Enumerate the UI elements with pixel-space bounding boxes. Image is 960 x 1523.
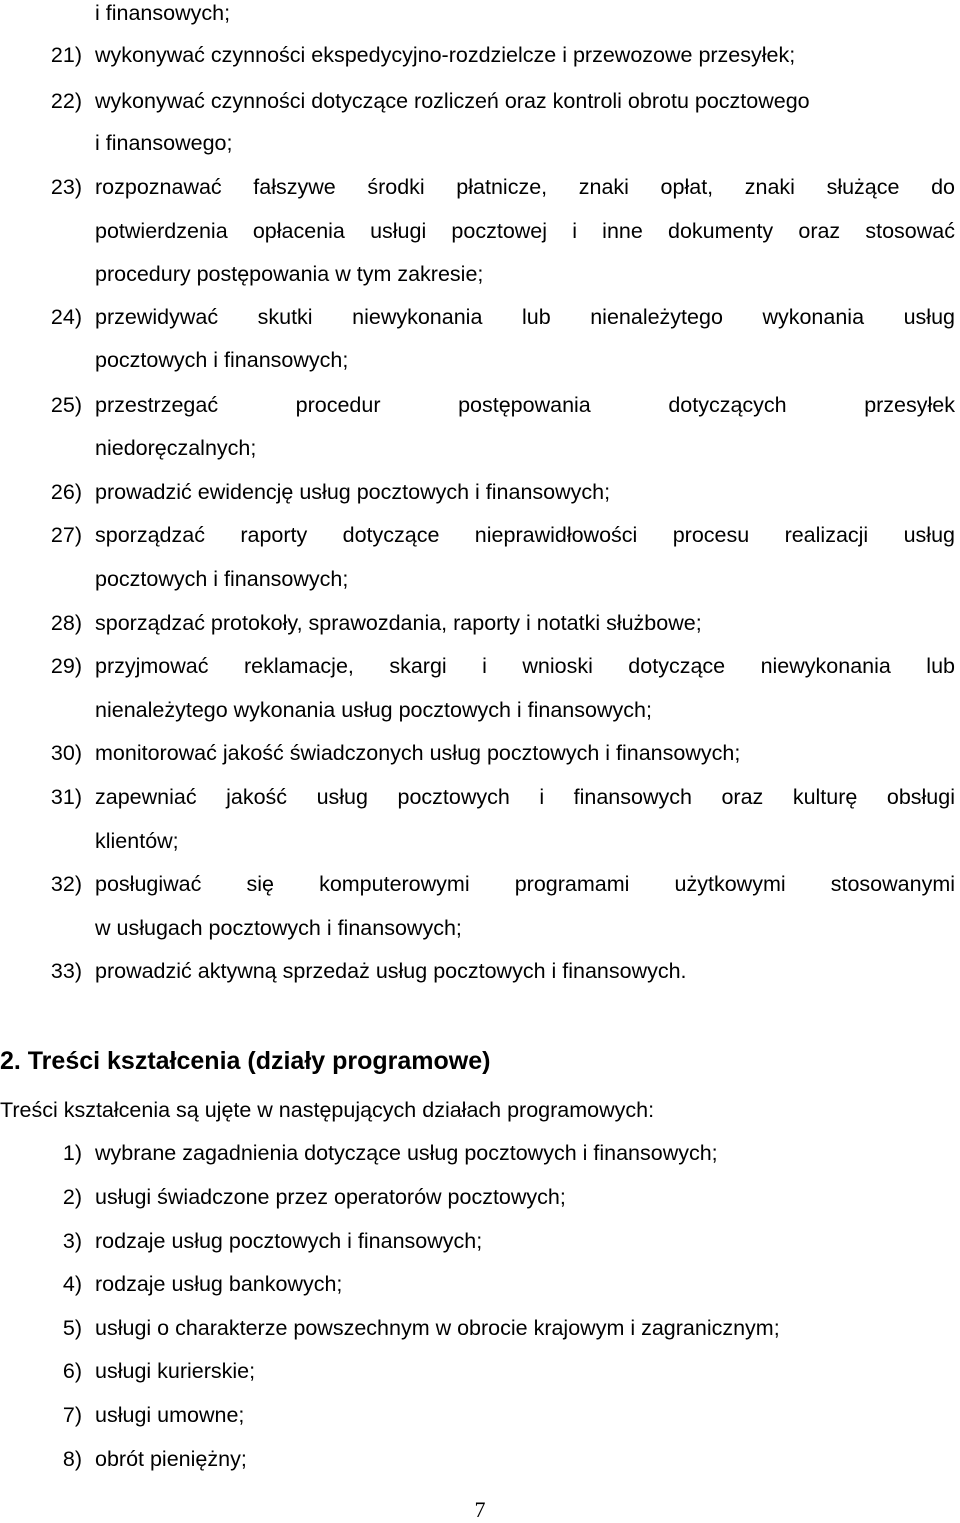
list-item-text: rodzaje usług bankowych; bbox=[95, 1272, 343, 1296]
item-text-line: przyjmować reklamacje, skargi i wnioski dotyczące niewykonania lub bbox=[95, 654, 955, 678]
item-text-line: sporządzać raporty dotyczące nieprawidłowości procesu realizacji usług bbox=[95, 523, 955, 547]
continuation-text: i finansowych; bbox=[95, 1, 231, 25]
item-number: 28) bbox=[50, 611, 82, 635]
item-text-line: rozpoznawać fałszywe środki płatnicze, znaki opłat, znaki służące do bbox=[95, 175, 955, 199]
list-item-text: rodzaje usług pocztowych i finansowych; bbox=[95, 1229, 483, 1253]
item-text-line: sporządzać protokoły, sprawozdania, raporty i notatki służbowe; bbox=[95, 611, 702, 635]
list-item-text: usługi świadczone przez operatorów pocztowych; bbox=[95, 1185, 566, 1209]
item-text-line: prowadzić ewidencję usług pocztowych i finansowych; bbox=[95, 480, 611, 504]
item-text-line: pocztowych i finansowych; bbox=[95, 567, 349, 591]
section-intro: Treści kształcenia są ujęte w następujących działach programowych: bbox=[0, 1098, 655, 1122]
item-number: 33) bbox=[50, 959, 82, 983]
list-item-text: usługi kurierskie; bbox=[95, 1359, 256, 1383]
item-number: 26) bbox=[50, 480, 82, 504]
item-number: 23) bbox=[50, 175, 82, 199]
item-number: 27) bbox=[50, 523, 82, 547]
list-item-number: 8) bbox=[62, 1447, 82, 1471]
item-text-line: niedoręczalnych; bbox=[95, 436, 257, 460]
list-item-text: obrót pieniężny; bbox=[95, 1447, 247, 1471]
section-heading: 2. Treści kształcenia (działy programowe) bbox=[0, 1047, 491, 1075]
item-text-line: klientów; bbox=[95, 829, 179, 853]
list-item-number: 5) bbox=[62, 1316, 82, 1340]
item-number: 25) bbox=[50, 393, 82, 417]
item-text-line: w usługach pocztowych i finansowych; bbox=[95, 916, 462, 940]
item-text-line: monitorować jakość świadczonych usług pocztowych i finansowych; bbox=[95, 741, 741, 765]
item-text-line: potwierdzenia opłacenia usługi pocztowej i inne dokumenty oraz stosować bbox=[95, 219, 955, 243]
list-item-number: 7) bbox=[62, 1403, 82, 1427]
list-item-text: wybrane zagadnienia dotyczące usług pocztowych i finansowych; bbox=[95, 1141, 718, 1165]
item-text-line: i finansowego; bbox=[95, 131, 233, 155]
item-number: 30) bbox=[50, 741, 82, 765]
item-text-line: przestrzegać procedur postępowania dotyczących przesyłek bbox=[95, 393, 955, 417]
list-item-number: 4) bbox=[62, 1272, 82, 1296]
item-number: 31) bbox=[50, 785, 82, 809]
item-text-line: procedury postępowania w tym zakresie; bbox=[95, 262, 484, 286]
list-item-text: usługi umowne; bbox=[95, 1403, 245, 1427]
item-number: 22) bbox=[50, 89, 82, 113]
item-number: 29) bbox=[50, 654, 82, 678]
item-text-line: nienależytego wykonania usług pocztowych i finansowych; bbox=[95, 698, 652, 722]
page-number: 7 bbox=[474, 1497, 486, 1522]
item-text-line: zapewniać jakość usług pocztowych i finansowych oraz kulturę obsługi bbox=[95, 785, 955, 809]
item-number: 32) bbox=[50, 872, 82, 896]
item-text-line: prowadzić aktywną sprzedaż usług pocztowych i finansowych. bbox=[95, 959, 687, 983]
item-text-line: pocztowych i finansowych; bbox=[95, 348, 349, 372]
item-text-line: posługiwać się komputerowymi programami użytkowymi stosowanymi bbox=[95, 872, 955, 896]
item-text-line: przewidywać skutki niewykonania lub nienależytego wykonania usług bbox=[95, 305, 955, 329]
list-item-text: usługi o charakterze powszechnym w obrocie krajowym i zagranicznym; bbox=[95, 1316, 780, 1340]
list-item-number: 3) bbox=[62, 1229, 82, 1253]
list-item-number: 2) bbox=[62, 1185, 82, 1209]
item-text-line: wykonywać czynności ekspedycyjno-rozdzielcze i przewozowe przesyłek; bbox=[95, 43, 796, 67]
item-number: 24) bbox=[50, 305, 82, 329]
list-item-number: 1) bbox=[62, 1141, 82, 1165]
list-item-number: 6) bbox=[62, 1359, 82, 1383]
item-text-line: wykonywać czynności dotyczące rozliczeń oraz kontroli obrotu pocztowego bbox=[95, 89, 810, 113]
item-number: 21) bbox=[50, 43, 82, 67]
